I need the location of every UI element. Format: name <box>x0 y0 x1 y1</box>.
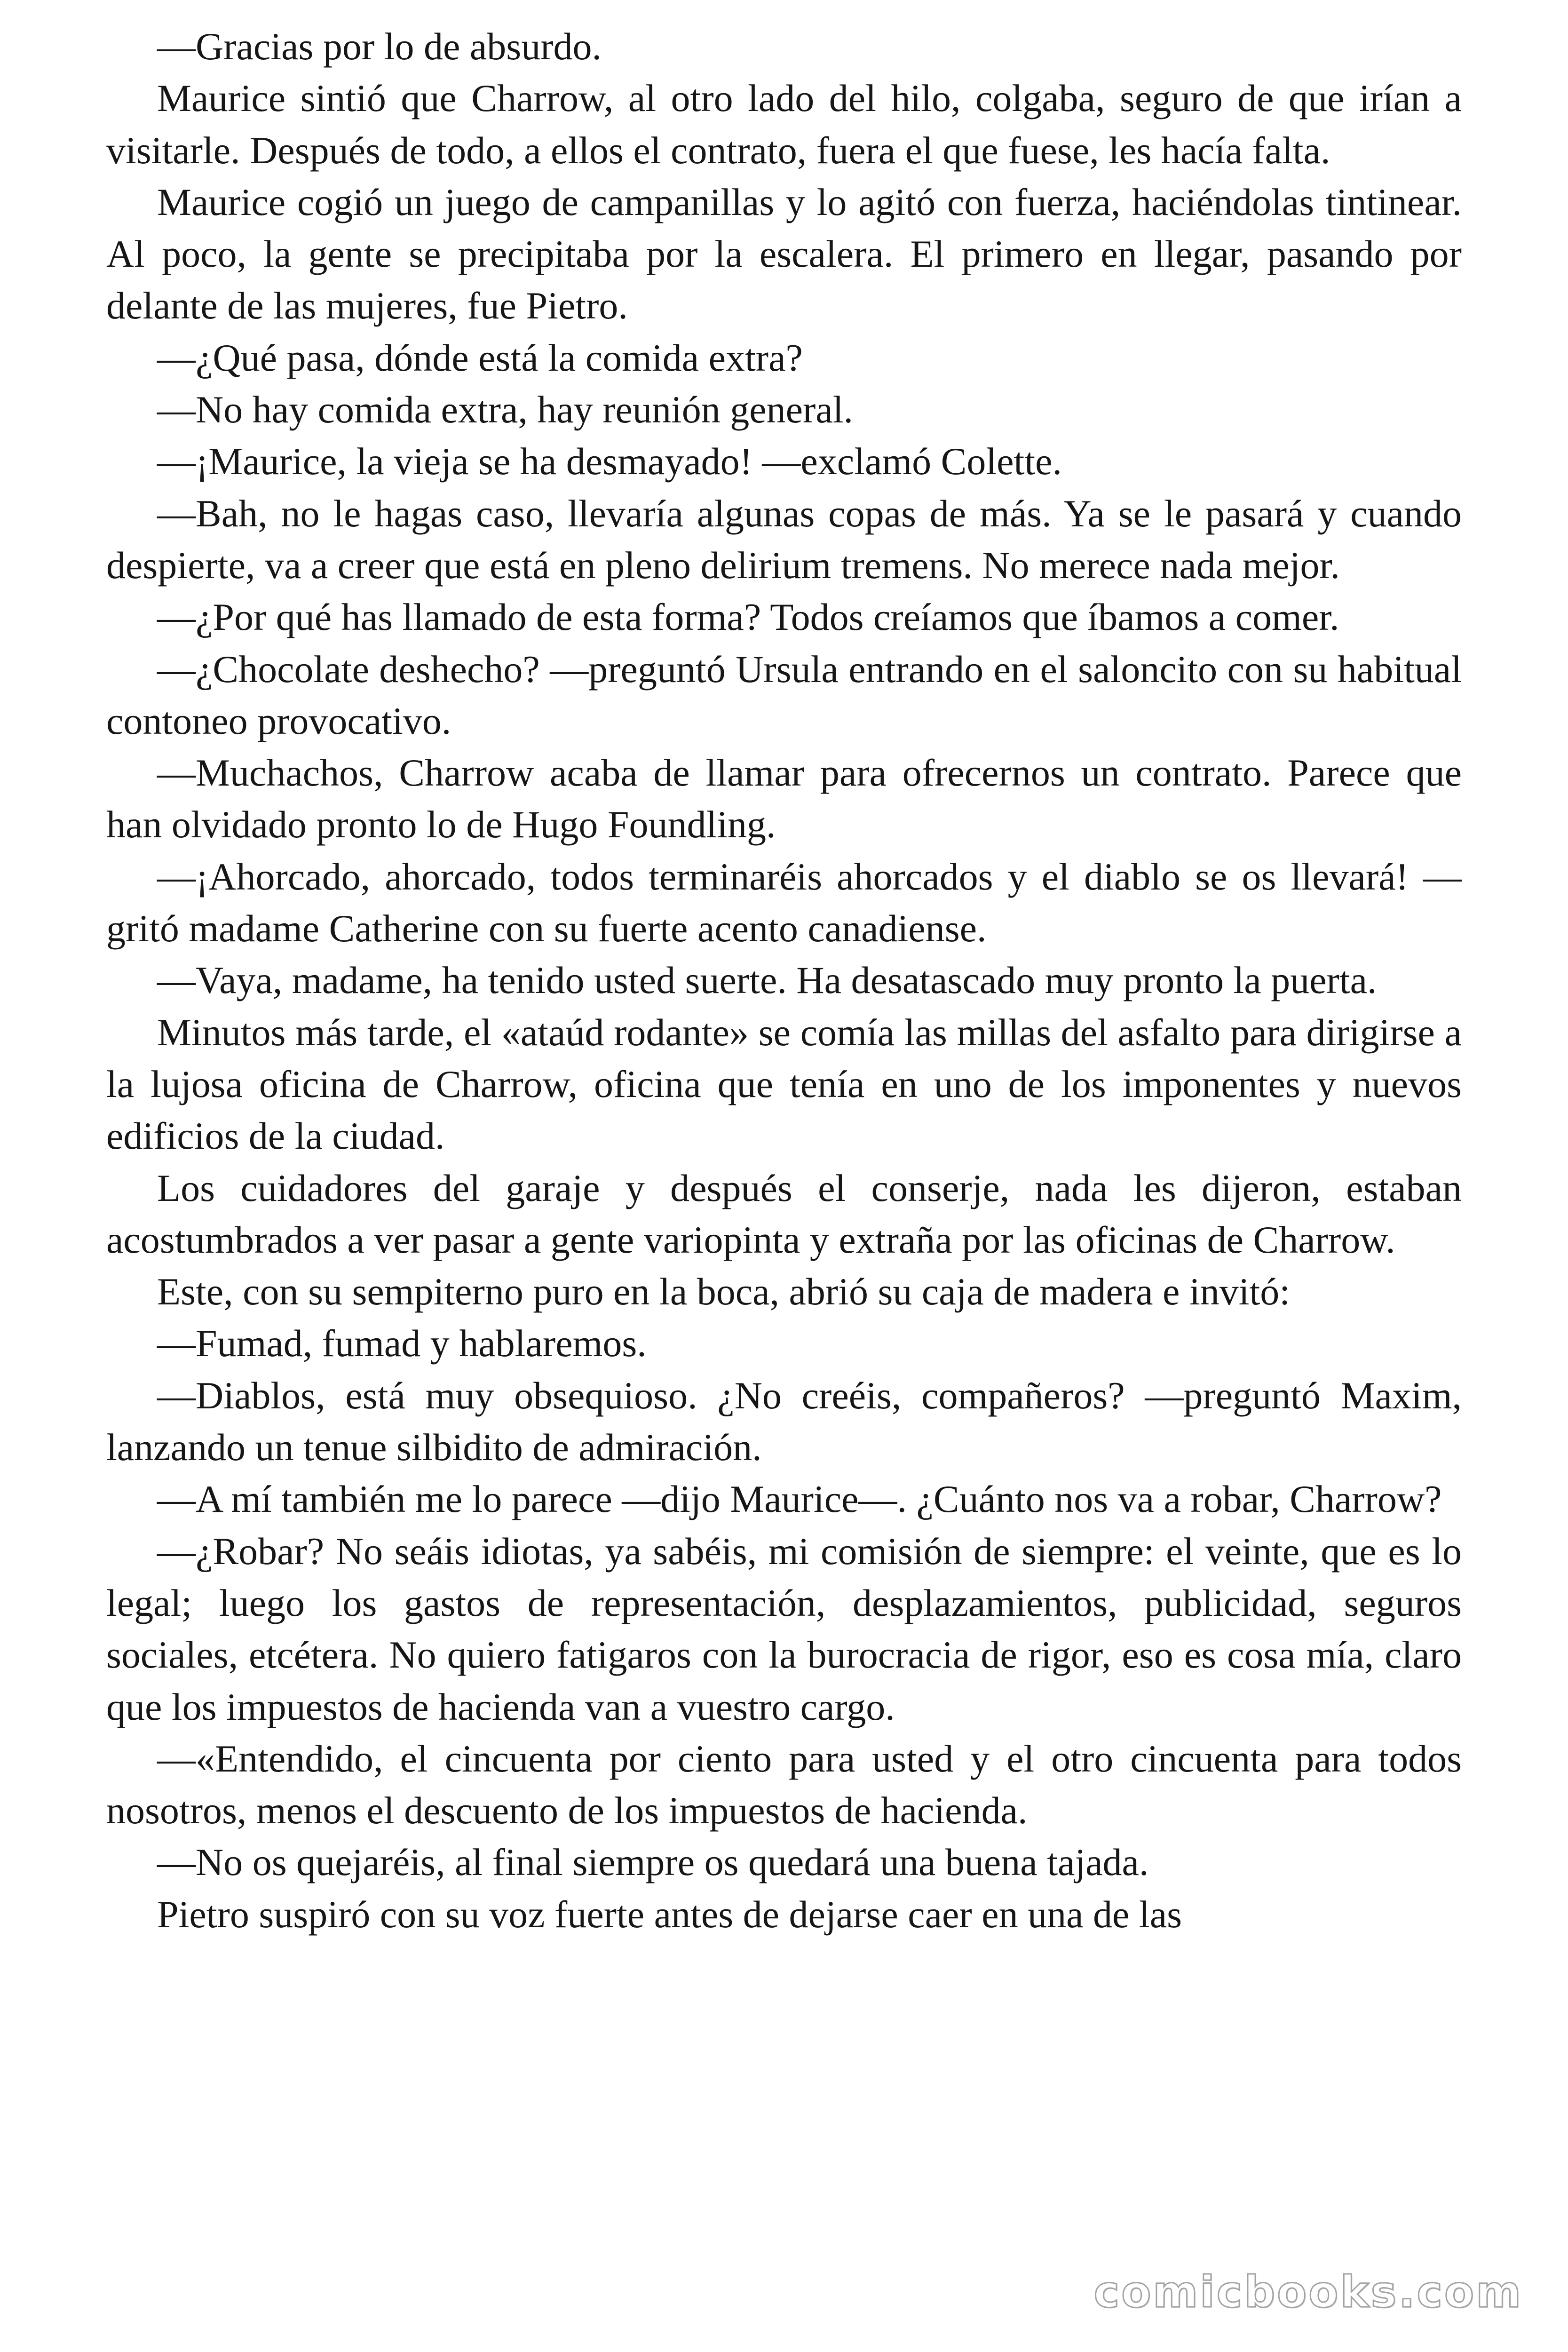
paragraph: —¡Maurice, la vieja se ha desmayado! —exclamó Colette. <box>157 440 1062 483</box>
paragraph: —No os quejaréis, al final siempre os quedará una buena tajada. <box>157 1841 1149 1884</box>
paragraph: —¿Qué pasa, dónde está la comida extra? <box>157 336 803 379</box>
paragraph: Este, con su sempiterno puro en la boca, abrió su caja de madera e invitó: <box>157 1270 1291 1313</box>
paragraph: —Bah, no le hagas caso, llevaría algunas copas de más. Ya se le pasará y cuando despierte, va a creer que está en pleno delirium tremens. No merece nada mejor. <box>106 492 1462 587</box>
paragraph: —¿Chocolate deshecho? —preguntó Ursula entrando en el saloncito con su habitual contoneo provocativo. <box>106 647 1462 742</box>
paragraph: Minutos más tarde, el «ataúd rodante» se comía las millas del asfalto para dirigirse a la lujosa oficina de Charrow, oficina que tenía en uno de los imponentes y nuevos edificios de la ciudad. <box>106 1010 1462 1158</box>
paragraph: Maurice cogió un juego de campanillas y lo agitó con fuerza, haciéndolas tintinear. Al poco, la gente se precipitaba por la escalera. El primero en llegar, pasando por delante de las mujeres, fue Pietro. <box>106 180 1462 327</box>
paragraph: —Fumad, fumad y hablaremos. <box>157 1322 647 1365</box>
paragraph: Pietro suspiró con su voz fuerte antes de dejarse caer en una de las <box>157 1892 1182 1936</box>
paragraph: —Diablos, está muy obsequioso. ¿No creéis, compañeros? —preguntó Maxim, lanzando un tenue silbidito de admiración. <box>106 1374 1462 1469</box>
paragraph: —Muchachos, Charrow acaba de llamar para ofrecernos un contrato. Parece que han olvidado pronto lo de Hugo Foundling. <box>106 751 1462 846</box>
paragraph: —¿Robar? No seáis idiotas, ya sabéis, mi comisión de siempre: el veinte, que es lo legal; luego los gastos de representación, desplazamientos, publicidad, seguros sociales, etcétera. No quiero fatigaros con la burocracia de rigor, eso es cosa mía, claro que los impuestos de hacienda van a vuestro cargo. <box>106 1529 1462 1728</box>
paragraph: —Gracias por lo de absurdo. <box>157 25 602 68</box>
paragraph: —A mí también me lo parece —dijo Maurice—. ¿Cuánto nos va a robar, Charrow? <box>157 1478 1442 1521</box>
paragraph: —No hay comida extra, hay reunión general. <box>157 388 854 431</box>
watermark: comicbooks.com <box>1093 2267 1523 2317</box>
paragraph: —¡Ahorcado, ahorcado, todos terminaréis ahorcados y el diablo se os llevará! —gritó madame Catherine con su fuerte acento canadiense. <box>106 855 1462 950</box>
paragraph: —¿Por qué has llamado de esta forma? Todos creíamos que íbamos a comer. <box>157 596 1339 639</box>
paragraph: —Vaya, madame, ha tenido usted suerte. Ha desatascado muy pronto la puerta. <box>157 959 1377 1002</box>
paragraph: —«Entendido, el cincuenta por ciento para usted y el otro cincuenta para todos nosotros, menos el descuento de los impuestos de hacienda. <box>106 1737 1462 1832</box>
paragraph: Los cuidadores del garaje y después el conserje, nada les dijeron, estaban acostumbrados a ver pasar a gente variopinta y extraña por las oficinas de Charrow. <box>106 1166 1462 1261</box>
paragraph: Maurice sintió que Charrow, al otro lado del hilo, colgaba, seguro de que irían a visitarle. Después de todo, a ellos el contrato, fuera el que fuese, les hacía falta. <box>106 77 1462 172</box>
page-text <box>106 21 1462 1940</box>
